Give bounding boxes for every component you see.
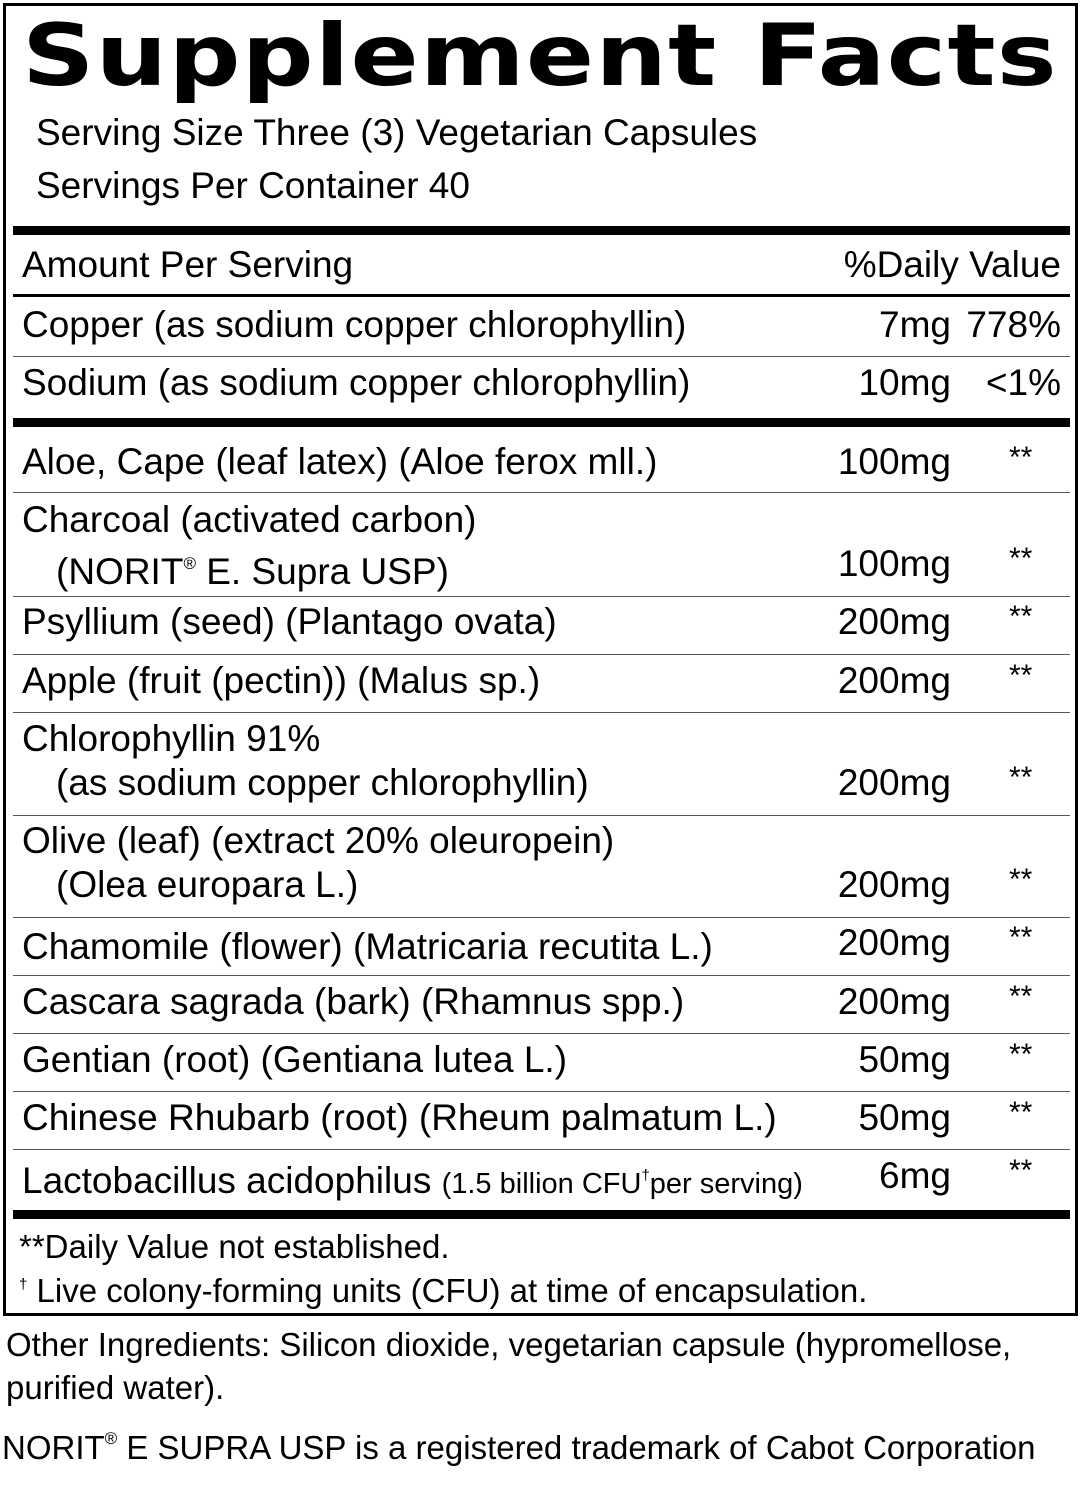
ingredient-name: Chlorophyllin 91% bbox=[22, 718, 321, 759]
ingredient-amount: 50mg bbox=[858, 1097, 951, 1138]
ingredient-name: Chamomile (flower) (Matricaria recutita L.) bbox=[22, 926, 713, 967]
panel-title: Supplement Facts bbox=[22, 6, 1058, 106]
other-ingredients-line1: Other Ingredients: Silicon dioxide, vegetarian capsule (hypromellose, bbox=[6, 1326, 1012, 1363]
ingredient-note: (1.5 billion CFU†per serving) bbox=[441, 1167, 803, 1200]
footnote-daily-value: **Daily Value not established. bbox=[19, 1228, 450, 1265]
ingredient-dv: ** bbox=[1009, 761, 1033, 794]
row-divider bbox=[13, 596, 1070, 597]
vitamin-row-dv: <1% bbox=[985, 362, 1061, 403]
ingredient-amount: 200mg bbox=[837, 762, 951, 803]
ingredient-amount: 100mg bbox=[837, 441, 951, 482]
ingredient-dv: ** bbox=[1009, 980, 1033, 1013]
row-divider bbox=[13, 917, 1070, 918]
servings-per-container: Servings Per Container 40 bbox=[36, 165, 470, 206]
row-divider bbox=[13, 815, 1070, 816]
row-divider bbox=[13, 1149, 1070, 1150]
dagger-mark: † bbox=[19, 1276, 28, 1293]
ingredient-dv: ** bbox=[1009, 1154, 1033, 1187]
row-divider bbox=[13, 654, 1070, 655]
footnote-cfu: † Live colony-forming units (CFU) at time of encapsulation. bbox=[19, 1272, 868, 1309]
row-divider bbox=[13, 356, 1070, 357]
ingredient-name-line2: (Olea europara L.) bbox=[56, 864, 359, 905]
thick-divider bbox=[13, 418, 1070, 427]
serving-size: Serving Size Three (3) Vegetarian Capsules bbox=[36, 112, 758, 153]
ingredient-amount: 100mg bbox=[837, 543, 951, 584]
ingredient-name: Lactobacillus acidophilus (1.5 billion CFU†per serving) bbox=[22, 1160, 803, 1201]
vitamin-row-name: Sodium (as sodium copper chlorophyllin) bbox=[22, 362, 691, 403]
ingredient-dv: ** bbox=[1009, 542, 1033, 575]
vitamin-row-name: Copper (as sodium copper chlorophyllin) bbox=[22, 304, 687, 345]
ingredient-dv: ** bbox=[1009, 600, 1033, 633]
ingredient-name: Aloe, Cape (leaf latex) (Aloe ferox mll.) bbox=[22, 441, 658, 482]
other-ingredients-line2: purified water). bbox=[6, 1369, 225, 1406]
ingredient-name: Apple (fruit (pectin)) (Malus sp.) bbox=[22, 660, 541, 701]
ingredient-amount: 200mg bbox=[837, 864, 951, 905]
ingredient-name: Olive (leaf) (extract 20% oleuropein) bbox=[22, 820, 615, 861]
row-divider bbox=[13, 712, 1070, 713]
ingredient-dv: ** bbox=[1009, 921, 1033, 954]
ingredient-amount: 200mg bbox=[837, 660, 951, 701]
ingredient-dv: ** bbox=[1009, 441, 1033, 474]
row-divider bbox=[13, 1033, 1070, 1034]
ingredient-amount: 50mg bbox=[858, 1039, 951, 1080]
ingredient-name: Charcoal (activated carbon) bbox=[22, 499, 477, 540]
header-divider bbox=[13, 294, 1070, 297]
daily-value-header: %Daily Value bbox=[843, 244, 1061, 285]
ingredient-dv: ** bbox=[1009, 863, 1033, 896]
thick-divider bbox=[13, 226, 1070, 235]
trademark-notice: NORIT® E SUPRA USP is a registered trademark of Cabot Corporation bbox=[2, 1429, 1036, 1466]
thick-divider bbox=[13, 1210, 1070, 1219]
row-divider bbox=[13, 1091, 1070, 1092]
ingredient-name: Chinese Rhubarb (root) (Rheum palmatum L.) bbox=[22, 1097, 777, 1138]
ingredient-amount: 200mg bbox=[837, 601, 951, 642]
ingredient-dv: ** bbox=[1009, 1096, 1033, 1129]
ingredient-name: Gentian (root) (Gentiana lutea L.) bbox=[22, 1039, 568, 1080]
ingredient-amount: 6mg bbox=[879, 1155, 951, 1196]
vitamin-row-amount: 7mg bbox=[879, 304, 951, 345]
vitamin-row-amount: 10mg bbox=[858, 362, 951, 403]
ingredient-name-line2: (NORIT® E. Supra USP) bbox=[56, 551, 449, 592]
ingredient-name: Psyllium (seed) (Plantago ovata) bbox=[22, 601, 557, 642]
ingredient-name: Cascara sagrada (bark) (Rhamnus spp.) bbox=[22, 981, 685, 1022]
ingredient-amount: 200mg bbox=[837, 922, 951, 963]
ingredient-amount: 200mg bbox=[837, 981, 951, 1022]
ingredient-name-line2: (as sodium copper chlorophyllin) bbox=[56, 762, 589, 803]
ingredient-dv: ** bbox=[1009, 1038, 1033, 1071]
vitamin-row-dv: 778% bbox=[966, 304, 1061, 345]
registered-mark: ® bbox=[183, 554, 196, 573]
row-divider bbox=[13, 492, 1070, 493]
registered-mark: ® bbox=[104, 1429, 118, 1448]
row-divider bbox=[13, 975, 1070, 976]
dagger-mark: † bbox=[641, 1167, 650, 1184]
amount-per-serving-header: Amount Per Serving bbox=[22, 244, 354, 285]
ingredient-dv: ** bbox=[1009, 659, 1033, 692]
